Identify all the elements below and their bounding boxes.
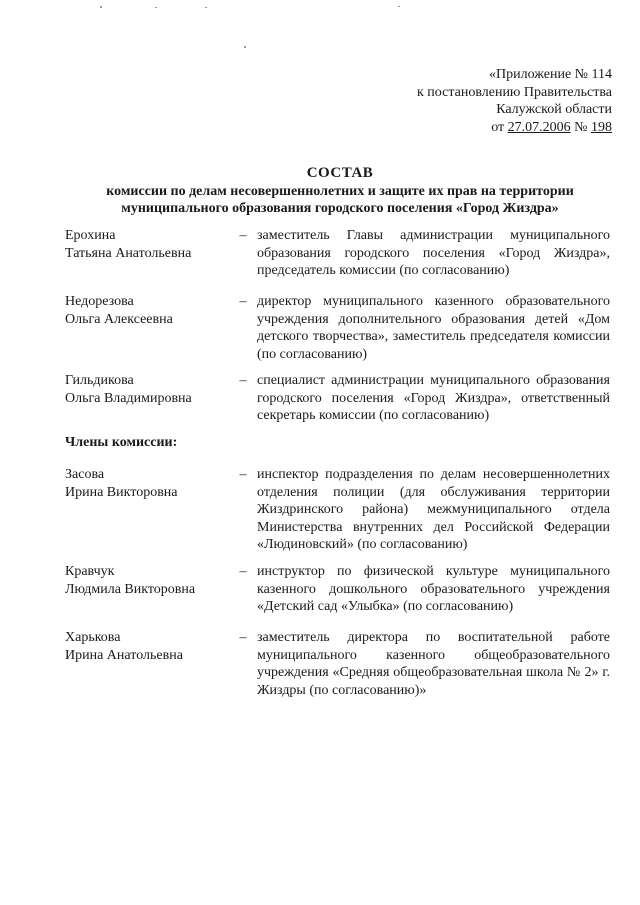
person-surname: Ерохина <box>65 228 116 243</box>
entry-dash: – <box>239 564 247 579</box>
person-surname: Кравчук <box>65 564 115 579</box>
person-name <box>65 629 235 664</box>
scan-speck <box>205 7 207 8</box>
person-given-names: Ольга Владимировна <box>65 390 192 406</box>
entry-dash: – <box>239 294 247 309</box>
document-title <box>40 163 640 217</box>
appendix-number-sign: № <box>570 119 591 135</box>
scan-speck <box>100 6 102 8</box>
appendix-date: 27.07.2006 <box>507 119 571 135</box>
person-role: заместитель директора по воспитательной работе муниципального казенного общеобразовательного учреждения «Средняя общеобразовательная школа № 2» г. Жиздры (по согласованию)» <box>257 630 610 698</box>
title-subtitle-line: комиссии по делам несовершеннолетних и защите их прав на территории <box>106 184 574 199</box>
entry-dash: – <box>239 228 247 243</box>
person-given-names: Ольга Алексеевна <box>65 311 173 327</box>
person-role: инструктор по физической культуре муниципального казенного дошкольного образовательного учреждения «Детский сад «Улыбка» (по согласованию) <box>257 564 610 614</box>
title-subtitle-line: муниципального образования городского поселения «Город Жиздра» <box>121 201 559 216</box>
members-heading: Члены комиссии: <box>65 435 178 450</box>
appendix-number: 198 <box>591 119 612 135</box>
scan-speck <box>398 6 400 7</box>
person-given-names: Татьяна Анатольевна <box>65 245 192 261</box>
person-name <box>65 466 235 501</box>
person-name <box>65 293 235 328</box>
appendix-line: Калужской области <box>496 102 612 117</box>
appendix-date-prefix: от <box>491 119 508 135</box>
person-given-names: Ирина Викторовна <box>65 484 178 500</box>
person-name <box>65 372 235 407</box>
person-surname: Засова <box>65 467 105 482</box>
appendix-line: к постановлению Правительства <box>416 84 612 100</box>
entry-dash: – <box>239 630 247 645</box>
person-role: заместитель Главы администрации муниципального образования городского поселения «Город Жиздра», председатель комиссии (по согласованию) <box>257 228 610 278</box>
entry-dash: – <box>239 373 247 388</box>
person-surname: Харькова <box>65 630 121 645</box>
entry-dash: – <box>239 467 247 482</box>
title-main: СОСТАВ <box>306 165 374 181</box>
appendix-date-line <box>417 119 612 137</box>
person-given-names: Ирина Анатольевна <box>65 647 183 663</box>
person-surname: Гильдикова <box>65 373 134 388</box>
person-role: директор муниципального казенного образовательного учреждения дополнительного образования детей «Дом детского творчества», заместитель председателя комиссии (по согласованию) <box>257 294 610 362</box>
person-surname: Недорезова <box>65 294 134 309</box>
scan-speck <box>155 7 157 8</box>
appendix-line: «Приложение № 114 <box>489 67 612 82</box>
person-given-names: Людмила Викторовна <box>65 581 196 597</box>
person-name <box>65 563 235 598</box>
appendix-header <box>417 66 612 136</box>
person-role: специалист администрации муниципального образования городского поселения «Город Жиздра», ответственный секретарь комиссии (по согласованию) <box>257 373 610 423</box>
person-role: инспектор подразделения по делам несовершеннолетних отделения полиции (для обслуживания территории Жиздринского района) межмуниципального отдела Министерства внутренних дел Российской Федерации «Людиновский» (по согласованию) <box>257 467 610 552</box>
person-name <box>65 227 235 262</box>
scan-speck <box>244 46 246 48</box>
